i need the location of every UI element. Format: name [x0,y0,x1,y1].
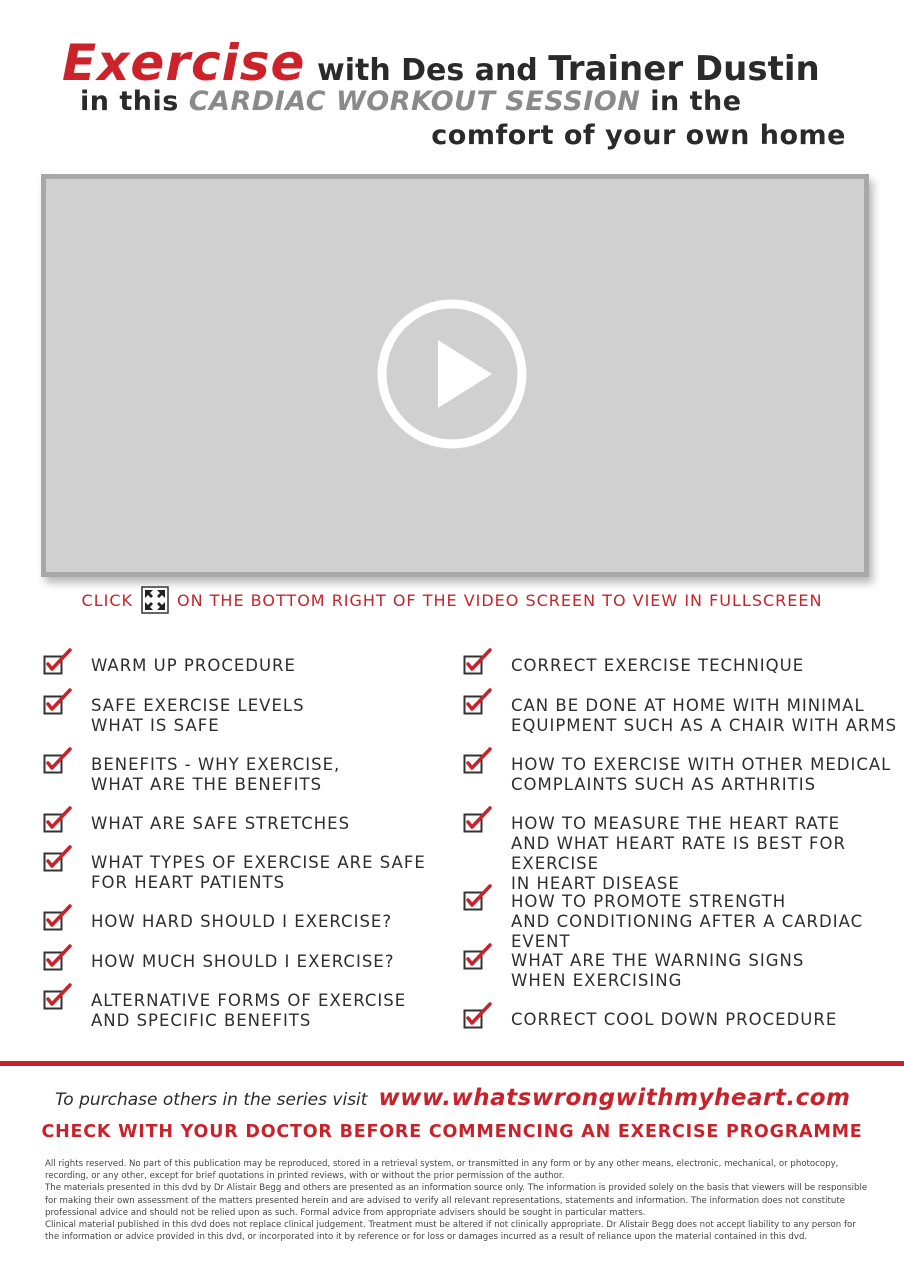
checklist-label: HOW TO EXERCISE WITH OTHER MEDICAL COMPLAINTS SUCH AS ARTHRITIS [511,755,892,794]
checkbox-tick-icon [43,944,73,972]
disclaimer-paragraph: All rights reserved. No part of this publication may be reproduced, stored in a retrieval system, or transmitted in any form or by any other means, electronic, mechanical, or photocopy, recording, or any other, except for brief quotations in printed reviews, with or without the prior permission of the author. [45,1159,839,1182]
title-line2-pre: in this [80,86,189,117]
checkbox-tick-icon [463,1002,493,1030]
website-link[interactable]: www.whatswrongwithmyheart.com [378,1085,851,1111]
checklist-label: CAN BE DONE AT HOME WITH MINIMAL EQUIPMENT SUCH AS A CHAIR WITH ARMS [511,696,898,735]
title-session-name: CARDIAC WORKOUT SESSION [188,86,641,117]
checkbox-tick-icon [463,688,493,716]
disclaimer-paragraph: The materials presented in this dvd by Dr Alistair Begg and others are presented as an information source only. The information is provided solely on the basis that viewers will be responsible for making their own assessment of the matters presented herein and are advised to verify all relevant representations, statements and information. The information does not constitute professional advice and should not be relied upon as such. Formal advice from appropriate advisers should be sought in particular matters. [45,1183,868,1218]
checklist-item [43,755,340,795]
checklist-label: WHAT ARE SAFE STRETCHES [91,814,351,833]
checkbox-tick-icon [43,904,73,932]
checklist-label: CORRECT EXERCISE TECHNIQUE [511,656,805,675]
checkbox-tick-icon [43,688,73,716]
checklist-item [463,892,904,952]
checklist-item [463,656,804,676]
checklist-item [463,1010,837,1030]
title-and: and [464,53,549,88]
title-line-3: comfort of your own home [431,120,846,151]
checklist-label: SAFE EXERCISE LEVELS WHAT IS SAFE [91,696,305,735]
checkbox-tick-icon [463,747,493,775]
disclaimer-paragraph: Clinical material published in this dvd does not replace clinical judgement. Treatment must be altered if not clinically appropriate. Dr Alistair Begg does not accept liability to any person for the information or advice provided in this dvd, or incorporated into it by reference or for loss or damages incurred as a result of reliance upon the material contained in this dvd. [45,1220,856,1243]
checklist-label: CORRECT COOL DOWN PROCEDURE [511,1010,838,1029]
checklist-item [463,755,891,795]
checkbox-tick-icon [43,648,73,676]
checklist-label: HOW TO PROMOTE STRENGTH AND CONDITIONING AFTER A CARDIAC EVENT [511,892,864,951]
checklist-label: HOW TO MEASURE THE HEART RATE AND WHAT HEART RATE IS BEST FOR EXERCISE IN HEART DISEASE [511,814,846,893]
title-exercise: Exercise [62,34,306,92]
checklist-item [463,696,897,736]
checkbox-tick-icon [43,845,73,873]
checkbox-tick-icon [43,747,73,775]
checkbox-tick-icon [463,884,493,912]
purchase-line [55,1085,851,1111]
checklist-item [43,853,426,893]
fullscreen-icon [141,586,169,614]
checklist-label: HOW HARD SHOULD I EXERCISE? [91,912,393,931]
checkbox-tick-icon [463,648,493,676]
title-line-2 [80,86,742,117]
divider [0,1061,904,1066]
checklist-item [43,991,406,1031]
instruction-click: CLICK [81,590,133,610]
title-trainer: Trainer Dustin [548,49,820,89]
checklist-label: HOW MUCH SHOULD I EXERCISE? [91,952,395,971]
disclaimer [45,1158,870,1243]
title-line-1 [62,34,820,92]
play-icon[interactable] [376,298,528,450]
checklist-item [43,814,350,834]
checklist-label: WARM UP PROCEDURE [91,656,296,675]
checkbox-tick-icon [463,806,493,834]
checkbox-tick-icon [463,943,493,971]
fullscreen-instruction [0,586,904,614]
checklist-label: ALTERNATIVE FORMS OF EXERCISE AND SPECIFIC BENEFITS [91,991,407,1030]
checklist-item [463,951,804,991]
doctor-warning: CHECK WITH YOUR DOCTOR BEFORE COMMENCING AN EXERCISE PROGRAMME [41,1122,863,1142]
checklist-label: WHAT ARE THE WARNING SIGNS WHEN EXERCISING [511,951,805,990]
title-with-des: with Des [317,53,465,88]
checklist-label: BENEFITS - WHY EXERCISE, WHAT ARE THE BENEFITS [91,755,341,794]
purchase-text: To purchase others in the series visit [55,1090,368,1110]
checklist-item [463,814,904,894]
title-line2-post: in the [640,86,742,117]
checklist-item [43,696,305,736]
checkbox-tick-icon [43,806,73,834]
instruction-rest: ON THE BOTTOM RIGHT OF THE VIDEO SCREEN TO VIEW IN FULLSCREEN [177,590,823,610]
checklist-label: WHAT TYPES OF EXERCISE ARE SAFE FOR HEART PATIENTS [91,853,426,892]
checklist-item [43,656,296,676]
checklist-item [43,952,394,972]
checkbox-tick-icon [43,983,73,1011]
checklist-item [43,912,392,932]
